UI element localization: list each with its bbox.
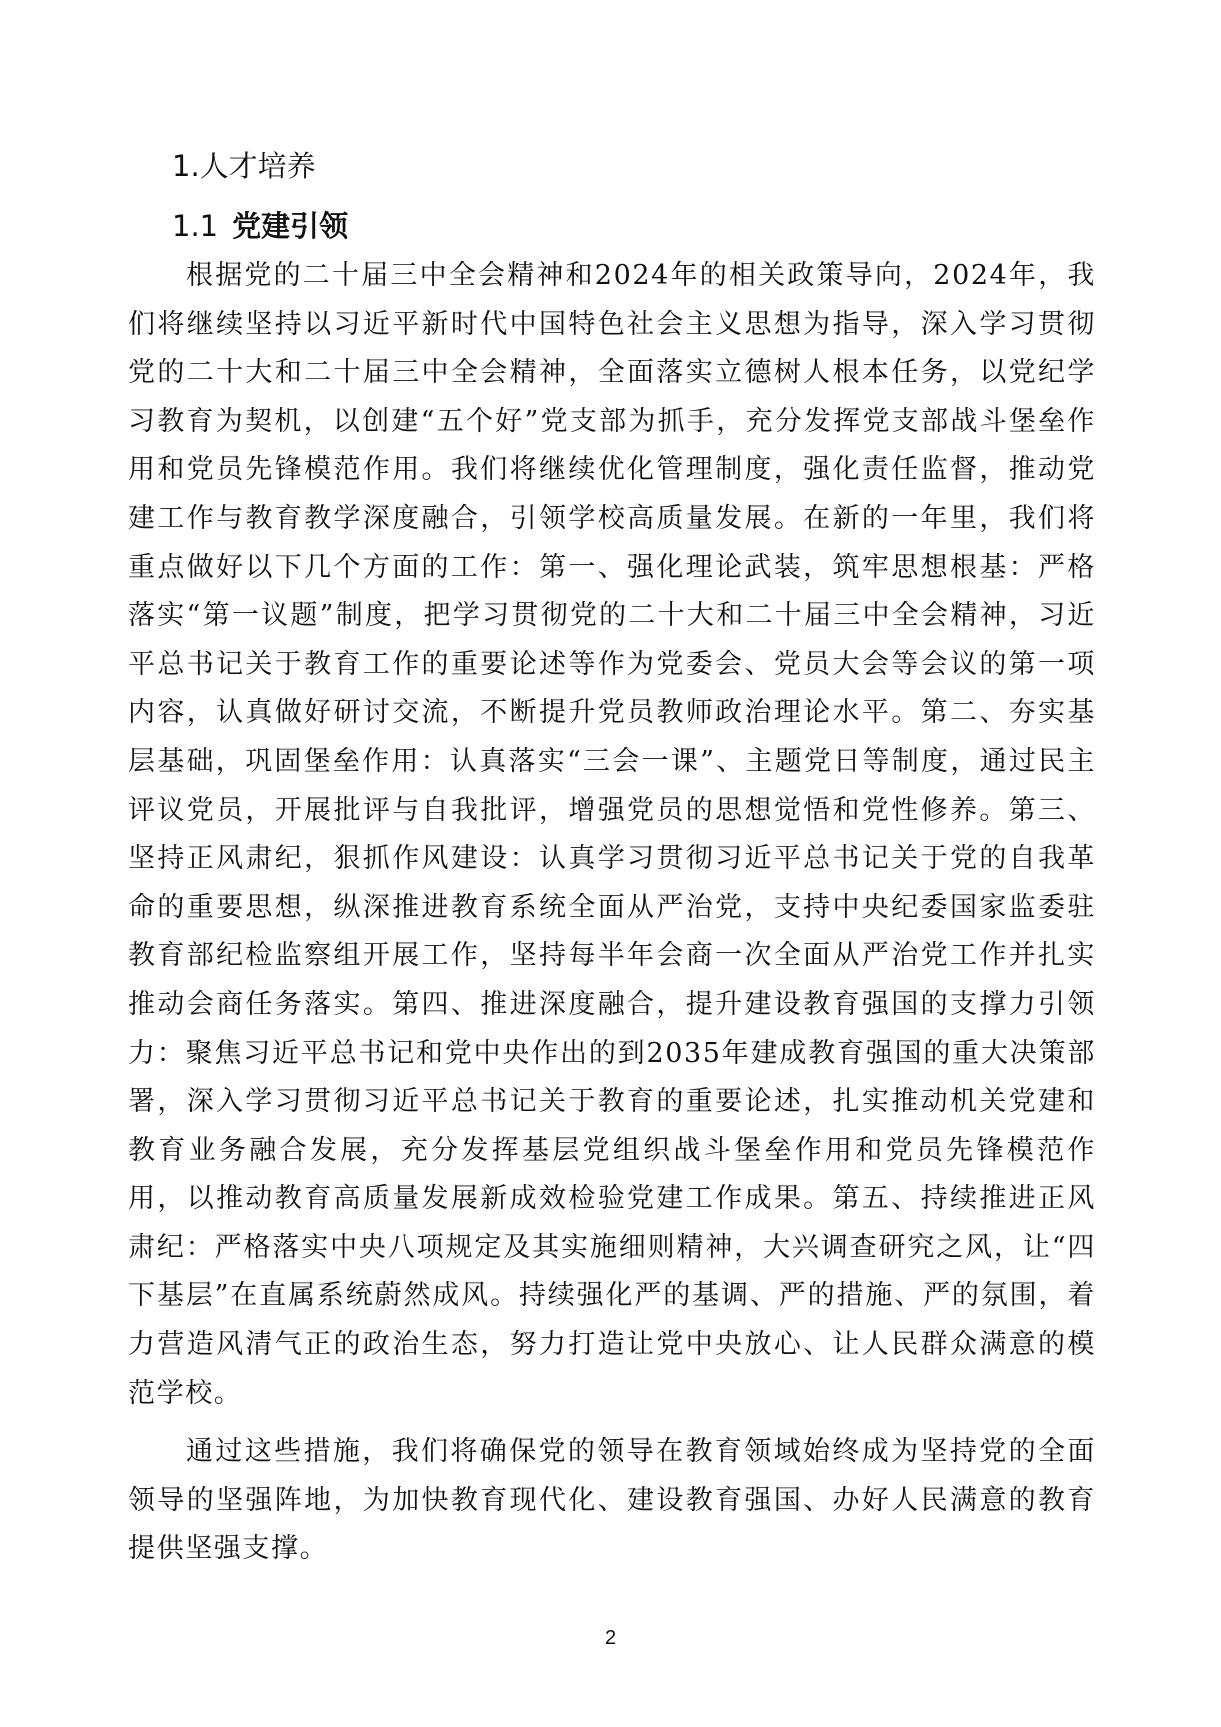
subsection-number: 1.1: [172, 209, 219, 243]
section-heading: 1.人才培养: [172, 149, 316, 183]
paragraph: 通过这些措施，我们将确保党的领导在教育领域始终成为坚持党的全面领导的坚强阵地，为加快教育现代化、建设教育强国、办好人民满意的教育提供坚强支撑。: [128, 1436, 1096, 1565]
body-text: [128, 252, 1096, 1574]
page-number: 2: [604, 1627, 617, 1649]
paragraph: 根据党的二十届三中全会精神和2024年的相关政策导向，2024年，我们将继续坚持以习近平新时代中国特色社会主义思想为指导，深入学习贯彻党的二十大和二十届三中全会精神，全面落实立德树人根本任务，以党纪学习教育为契机，以创建“五个好”党支部为抓手，充分发挥党支部战斗堡垒作用和党员先锋模范作用。我们将继续优化管理制度，强化责任监督，推动党建工作与教育教学深度融合，引领学校高质量发展。在新的一年里，我们将重点做好以下几个方面的工作：第一、强化理论武装，筑牢思想根基：严格落实“第一议题”制度，把学习贯彻党的二十大和二十届三中全会精神，习近平总书记关于教育工作的重要论述等作为党委会、党员大会等会议的第一项内容，认真做好研讨交流，不断提升党员教师政治理论水平。第二、夯实基层基础，巩固堡垒作用：认真落实“三会一课”、主题党日等制度，通过民主评议党员，开展批评与自我批评，增强党员的思想觉悟和党性修养。第三、坚持正风肃纪，狠抓作风建设：认真学习贯彻习近平总书记关于党的自我革命的重要思想，纵深推进教育系统全面从严治党，支持中央纪委国家监委驻教育部纪检监察组开展工作，坚持每半年会商一次全面从严治党工作并扎实推动会商任务落实。第四、推进深度融合，提升建设教育强国的支撑力引领力：聚焦习近平总书记和党中央作出的到2035年建成教育强国的重大决策部署，深入学习贯彻习近平总书记关于教育的重要论述，扎实推动机关党建和教育业务融合发展，充分发挥基层党组织战斗堡垒作用和党员先锋模范作用，以推动教育高质量发展新成效检验党建工作成果。第五、持续推进正风肃纪：严格落实中央八项规定及其实施细则精神，大兴调查研究之风，让“四下基层”在直属系统蔚然成风。持续强化严的基调、严的措施、严的氛围，着力营造风清气正的政治生态，努力打造让党中央放心、让人民群众满意的模范学校。: [128, 260, 1096, 1409]
subsection-title: 党建引领: [232, 209, 349, 243]
subsection-heading: [172, 206, 348, 246]
